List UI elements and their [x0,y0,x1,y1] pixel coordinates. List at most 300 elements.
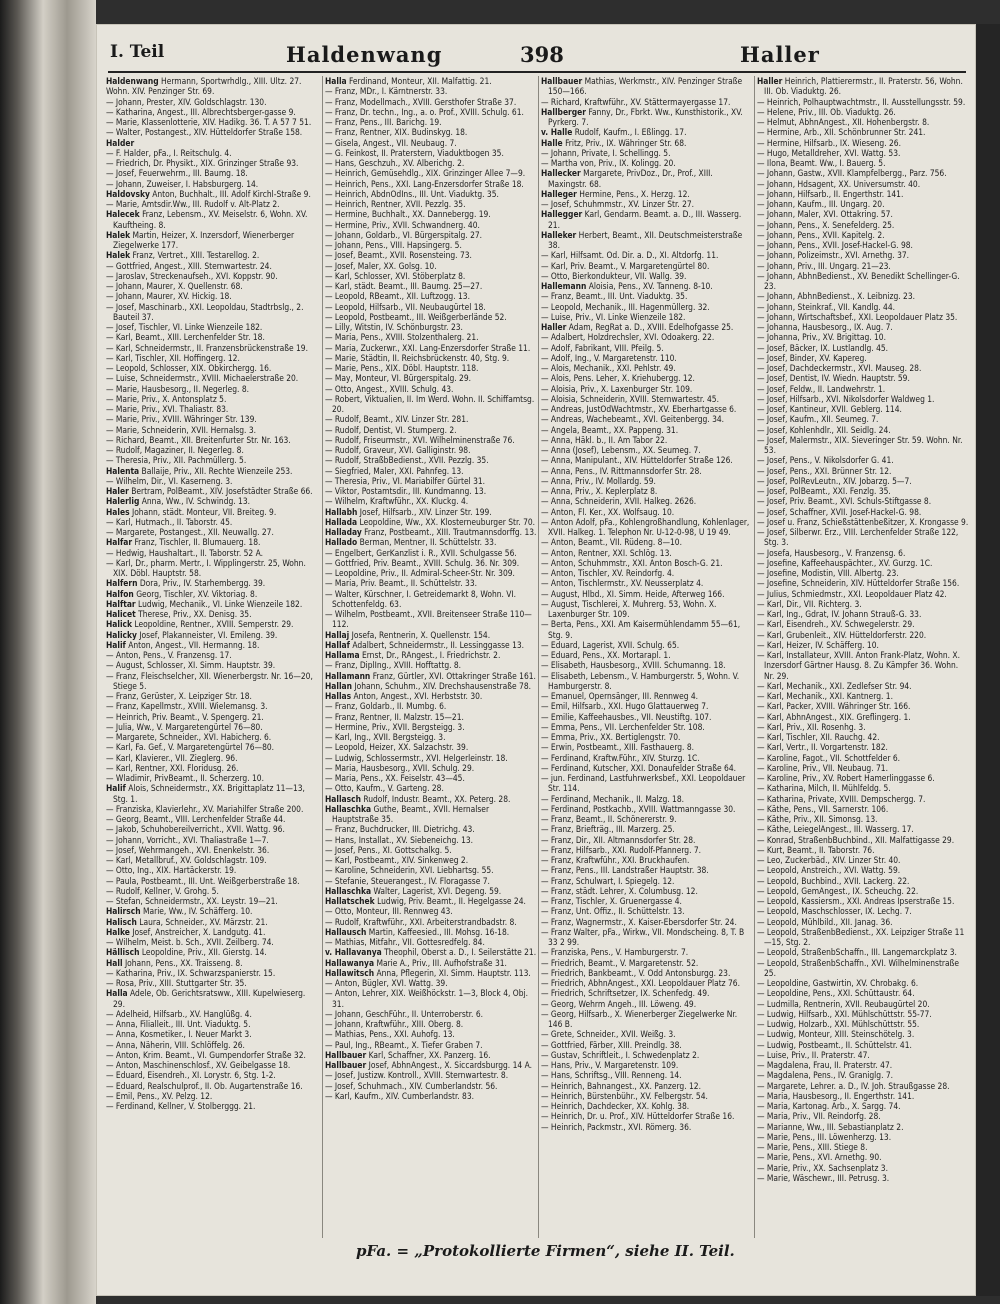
entry-text: Adele, Ob. Gerichtsratsww., XIII. Kupelwieserg. 29. [113,988,306,1009]
entry-text: Guthe, Beamt., XVII. Hernalser Hauptstraße 35. [332,803,490,824]
directory-entry [325,578,537,588]
entry-text: Franz, Gürtler, XVI. Ottakringer Straße 161. [370,670,536,681]
entry-text: — Franz, Dr. techn., Ing., a. o. Prof., XVIII. Schulg. 61. [325,106,524,117]
entry-text: — Leopold, Mühlbild., XII. Janag. 36. [757,916,893,927]
entry-text: — Karl, Kaufm., XIV. Cumberlandstr. 83. [325,1090,475,1101]
entry-text: — Eduard, Realschulprof., II. Ob. Augartenstraße 16. [106,1080,303,1091]
entry-surname: Halicet [106,609,136,619]
directory-entry [757,1070,968,1080]
directory-entry [106,168,318,178]
entry-text: — Wladimir, PrivBeamt., II. Scherzerg. 10. [106,773,264,783]
directory-entry [106,404,318,414]
entry-surname: Halif [106,783,126,794]
entry-text: — Josefine, Schneiderin, XIV. Hütteldorfer Straße 156. [757,578,960,589]
directory-entry [106,1029,318,1039]
directory-entry [325,609,537,630]
entry-text: — Konrad, StraßenbBuchbind., XII. Malfattigasse 29. [757,834,955,845]
entry-text: — Josefine, Modistin, VIII. Albertg. 23. [757,568,899,578]
entry-text: Ludwig, Mechanik., VI. Linke Wienzeile 182. [135,598,303,609]
directory-entry [106,548,318,558]
entry-text: — Hermine, Arb., XII. Schönbrunner Str. 241. [757,127,926,138]
entry-text: — Johann, GeschFühr., II. Unterroberstr. 6. [325,1008,484,1019]
entry-text: — Jaroslav, Streckenaufseh., XVI. Koppstr. 90. [106,270,278,281]
entry-surname: Hallecker [541,168,581,179]
entry-text: — Josefine, Kaffeehauspächter., XV. Gurzg. 1C. [757,557,933,568]
directory-entry [541,517,753,538]
directory-entry [325,835,537,845]
entry-text: — Siegfried, Maler, XXI. Pahnfeg. 13. [325,465,464,476]
entry-text: — Ferdinand, Kellner, V. Stolberggg. 21. [106,1101,256,1111]
directory-entry [325,732,537,742]
directory-entry [106,76,318,86]
entry-text: — Alois, Mechanik., XXI. Pehlstr. 49. [541,363,676,373]
entry-text: Hermine, Pens., X. Herzg. 12. [576,188,690,199]
entry-text: — Karl, Schlosser, XVI. Stöberplatz 8. [325,270,466,281]
directory-entry [106,937,318,947]
directory-entry [106,107,318,117]
directory-entry [106,1019,318,1029]
entry-text: — Julia, Ww., V. Margaretengürtel 76—80. [106,721,263,732]
entry-text: Marie, Ww., IV. Schäfferg. 10. [140,906,253,917]
entry-text: — Josef, Wehrmangeh., XVI. Enenkelstr. 36. [106,844,270,855]
entry-surname: Hallbauer [541,76,583,86]
entry-text: — Anna, Näherin, VIII. Schlöffelg. 26. [106,1039,245,1050]
entry-text: — Paula, Postbeamt., III. Unt. Weißgerberstraße 18. [106,875,300,886]
directory-entry [757,220,968,230]
entry-text: — Paul, Ing., RBeamt., X. Tiefer Graben 7. [325,1039,483,1050]
entry-text: — Theresia, Priv., VI. Mariabilfer Gürtel 31. [325,475,486,486]
entry-text: — Leopold, Buchbind., XVII. Lackerg. 22. [757,875,910,886]
directory-entry [325,179,537,189]
entry-text: — Georg, Wehrm Angeh., III. Löweng. 49. [541,998,697,1009]
directory-entry [106,773,318,783]
directory-entry [325,312,537,322]
entry-text: — Leopoldine, Pens., XXI. Schüttaustr. 64. [757,988,915,999]
directory-entry [106,343,318,353]
entry-text: — Karoline, Schneiderin, XVI. Liebhartsg. 55. [325,865,494,876]
entry-text: — Josef, Kaufm., XII. Seumeg. 7. [757,414,879,425]
entry-text: — Johann, Priv., III. Ungarg. 21—23. [757,260,891,271]
directory-entry [541,445,753,455]
entry-text: — Mathias, Mitfahr., VII. Gottesredfelg. 84. [325,937,485,947]
dark-scan-edge [976,24,1000,1296]
directory-entry [757,650,968,681]
entry-text: Rudolf, Kaufm., I. Eßlingg. 17. [572,127,687,138]
entry-surname: v. Hallavanya [325,947,382,958]
entry-text: — Emil, Hilfsarb., XXI. Hugo Glattauerweg 7. [541,701,709,712]
directory-entry [541,455,753,465]
entry-text: — Karl, Fa. Gef., V. Margaretengürtel 76—80. [106,742,275,753]
directory-entry [757,1040,968,1050]
directory-entry [325,117,537,127]
directory-entry [757,691,968,701]
entry-text: — Georg, Beamt., VIII. Lerchenfelder Straße 44. [106,814,286,824]
entry-text: — Karl, Priv., XII. Rosenhg. 3. [757,721,866,732]
entry-text: — Heinrich, AbdnOdIns., III. Unt. Viaduktg. 35. [325,188,499,199]
entry-text: — Emanuel, Opernsänger, III. Rennweg 4. [541,691,699,701]
entry-surname: Halirsch [106,906,141,917]
entry-text: — Anton, Tischler, XV. Reindorfg. 4. [541,568,675,578]
entry-text: — Ferdinand, Mechanik., II. Malzg. 18. [541,793,685,804]
directory-entry [757,466,968,476]
directory-entry [757,189,968,199]
entry-text: — Anna, Kosmetiker., I. Neuer Markt 3. [106,1029,252,1040]
entry-text: Johann, Pens., XX. Traisseng. 8. [122,957,243,968]
directory-entry [106,1060,318,1070]
directory-entry [757,435,968,456]
directory-entry [106,660,318,670]
directory-entry [106,353,318,363]
entry-text: — Hans, Geschzuh., XV. Alberichg. 2. [325,158,465,168]
page-footer-note: pFa. = „Protokollierte Firmen“, siehe II. Teil. [356,1242,735,1260]
entry-text: — Andreas, Wachebeamt., XVI. Geitenbergg. 34. [541,414,725,425]
entry-surname: Halleger [541,188,577,199]
directory-entry [757,1050,968,1060]
entry-text: — Karl, Vertr., II. Vorgartenstr. 182. [757,742,888,753]
entry-text: — Marianne, Ww., III. Sebastianplatz 2. [757,1121,904,1132]
entry-text: — Friedrich, AbhnAngest., XXI. Leopoldauer Platz 76. [541,978,740,988]
entry-text: — Anton, Rentner, XXI. Schlög. 13. [541,547,672,558]
directory-entry [106,281,318,291]
entry-text: — Rudolf, Friseurmstr., XVI. Wilhelminenstraße 76. [325,434,515,445]
directory-entry [106,527,318,537]
entry-text: — Josef, Bäcker, IX. Lustlandlg. 45. [757,342,889,353]
entry-text: — Ludwig, Postbeamt., II. Schüttelstr. 41. [757,1039,912,1050]
entry-text: — Magdalena, Frau, II. Praterstr. 47. [757,1060,893,1070]
directory-entry [325,742,537,752]
entry-text: — Anton, Bügler, XVI. Wattg. 39. [325,978,448,988]
entry-text: — Viktor, Postamtsdir., III. Kundmanng. 13. [325,486,487,496]
directory-entry [325,650,537,660]
directory-entry [757,794,968,804]
entry-text: — Karl, Dr., pharm. Mertr., I. Wipplingerstr. 25, Wohn. XIX. Döbl. Hauptstr. 58. [106,557,306,578]
directory-entry [325,394,537,415]
entry-text: — Johann, Wirtschaftsbef., XXI. Leopoldauer Platz 35. [757,311,958,322]
entry-text: — Anton, Tischlermstr., XV. Neusserplatz 4. [541,578,704,589]
entry-text: — Leopold, GemAngest., IX. Scheuchg. 22. [757,885,919,896]
entry-text: — Karl, Tischler, XII. Rauchg. 42. [757,732,880,742]
entry-surname: Hallausch [325,926,367,937]
directory-entry [106,209,318,230]
directory-entry [325,302,537,312]
entry-text: — Anton, Beamt., VII. Rüdeng. 8—10. [541,537,682,548]
directory-entry [541,773,753,794]
directory-entry [757,76,968,97]
entry-text: — Johann, Private, I. Schellingg. 5. [541,147,671,158]
directory-entry [757,548,968,558]
entry-text: — Leopold, Postbeamt., III. Weißgerberlände 52. [325,311,507,322]
entry-text: — Anna, Häkl. b., II. Am Tabor 22. [541,434,668,445]
directory-entry [325,1029,537,1039]
directory-entry [541,671,753,692]
entry-surname: Hallbauer [325,1060,367,1070]
directory-entry [541,855,753,865]
directory-entry [541,1009,753,1030]
directory-entry [106,701,318,711]
entry-surname: Hallasch [325,793,361,804]
directory-entry [325,486,537,496]
entry-text: — Anton, Lehrer, XIX. Weißhöckstr. 1—3, Block 4, Obj. 31. [325,988,528,1009]
directory-entry [757,517,968,527]
directory-entry [541,1081,753,1091]
right-running-head: Haller [740,42,820,67]
entry-text: — Karl, Ing., XVII. Bergsteigg. 3. [325,732,446,742]
entry-text: — Stefan, Schneidermstr., XX. Leystr. 19—21. [106,896,278,906]
directory-entry [106,127,318,137]
entry-text: — jun. Ferdinand, Lastfuhrwerksbef., XXI. Leopoldauer Str. 114. [541,773,746,794]
entry-surname: Hallaschka [325,803,372,814]
entry-text: — August, Schlosser, XI. Simm. Hauptstr. 39. [106,660,276,671]
entry-text: — Mathias, Pens., XXI. Auhofg. 13. [325,1029,455,1040]
entry-text: — Karl, Eisendreh., XV. Schwegelerstr. 29. [757,619,915,630]
directory-entry [325,1091,537,1101]
entry-text: Fritz, Priv., IX. Währinger Str. 68. [562,137,687,148]
entry-text: — Johann, Vorricht., XVI. Thaliastraße 1—7. [106,834,269,845]
directory-entry [541,1070,753,1080]
directory-entry [541,148,753,158]
entry-text: — Josef, Binder, XV. Kapereg. [757,352,867,363]
directory-entry [541,814,753,824]
directory-entry [757,455,968,465]
entry-text: — Anna, Pens., IV. Rittmannsdorfer Str. 28. [541,465,702,476]
entry-text: — Karl, Beamt., XIII. Lerchenfelder Str. 18. [106,332,265,343]
entry-text: — Anton, Pens., V. Franzensg. 17. [106,650,232,660]
entry-surname: Hällisch [106,947,140,958]
entry-surname: Haldovsky [106,188,150,199]
entry-text: — Josef, Malermstr., XIX. Sieveringer Str. 59. Wohn. Nr. 53. [757,434,963,455]
directory-entry [325,107,537,117]
directory-entry [106,578,318,588]
entry-text: — Josef, Feuerwehrm., III. Baumg. 18. [106,168,248,179]
entry-text: — Karl, Mechanik., XXI. Kantnerg. 1. [757,691,893,701]
column-1 [106,76,318,1238]
directory-entry [757,958,968,979]
directory-entry [541,138,753,148]
entry-text: — August, Hlbd., XI. Simm. Heide, Afterweg 166. [541,588,725,599]
directory-entry [541,589,753,599]
entry-text: — Franz, DiplIng., XVIII. Hofftattg. 8. [325,660,462,671]
entry-text: — Franz, Beamt., II. Schönererstr. 9. [541,814,677,824]
directory-entry [325,168,537,178]
entry-text: — Wilhelm, Postbeamt., XVII. Breitenseer Straße 110—112. [325,609,532,630]
directory-entry [106,958,318,968]
directory-entry [757,1163,968,1173]
directory-entry [541,496,753,506]
directory-entry [325,1060,537,1070]
directory-entry [325,681,537,691]
entry-text: — Marie, Pens., XIII. Stiege 8. [757,1142,868,1152]
directory-entry [106,732,318,742]
directory-entry [757,414,968,424]
directory-entry [541,199,753,209]
entry-text: — Karl, Metallbruf., XV. Goldschlagstr. 109. [106,855,267,865]
directory-entry [541,127,753,137]
entry-surname: Hallbauer [325,1049,367,1060]
directory-entry [106,824,318,834]
directory-entry [325,896,537,906]
entry-text: — Richard, Beamt., XII. Breitenfurter Str. Nr. 163. [106,434,291,445]
entry-text: — Karl, städt. Beamt., III. Baumg. 25—27. [325,281,483,291]
entry-text: — Johann, AbhnBedienst., XV. Benedikt Schellinger-G. 23. [757,270,960,291]
directory-entry [325,947,537,957]
directory-entry [106,619,318,629]
entry-text: — Magdalena, Pens., IV. Graniglg. 7. [757,1070,894,1081]
directory-entry [541,701,753,711]
entry-text: — Leopoldine, Priv., II. Admiral-Scheer-Str. Nr. 309. [325,568,515,578]
entry-text: — Luise, Priv., VI. Linke Wienzeile 182. [541,311,686,322]
directory-entry [106,199,318,209]
directory-entry [541,261,753,271]
entry-text: — Margarete, Postangest., XII. Neuwallg. 27. [106,527,274,537]
directory-entry [541,558,753,568]
directory-entry [757,568,968,578]
directory-entry [106,712,318,722]
directory-entry [325,445,537,455]
directory-entry [325,701,537,711]
entry-surname: Hallatschek [325,896,375,906]
entry-text: — Maria, Pens., XX. Feiselstr. 43—45. [325,773,465,783]
entry-text: Anton, Buchhalt., III. Adolf Kirchl-Straße 9. [149,188,311,199]
directory-entry [541,999,753,1009]
entry-text: — Wilhelm, Meist. b. Sch., XVII. Zeilberg. 74. [106,937,274,947]
directory-entry [541,865,753,875]
entry-text: — Heinrich, Priv. Beamt., V. Spengerg. 21. [106,711,264,722]
entry-text: — Karoline, Priv., XV. Robert Hamerlinggasse 6. [757,773,935,783]
entry-text: Hermann, Sportwrhdlg., XIII. Ultz. 27. [158,76,302,86]
entry-text: — Gottfried, Färber, XIII. Preindlg. 38. [541,1039,682,1050]
directory-entry [541,650,753,660]
entry-text: — Karl, Mechanik., XXI. Zedlefser Str. 94. [757,680,912,691]
directory-entry [106,496,318,506]
directory-entry [757,343,968,353]
entry-surname: Halfar [106,537,133,548]
entry-text: — Friedrich, Schriftsetzer, IX. Schenfedg. 49. [541,988,710,999]
entry-text: — Johann, Polizeimstr., XVI. Arnethg. 37. [757,250,910,261]
directory-entry [325,794,537,804]
directory-entry [541,1091,753,1101]
directory-entry [757,722,968,732]
entry-text: — Otto, Angest., XVIII. Schulg. 43. [325,383,454,394]
entry-text: — Emma, Priv., XX. Bertiglengstr. 70. [541,732,681,742]
entry-text: — Franz, Unt. Offiz., II. Schüttelstr. 13. [541,906,685,917]
directory-entry [541,322,753,332]
directory-entry [757,999,968,1009]
directory-entry [106,804,318,814]
directory-entry [325,455,537,465]
directory-entry [541,230,753,251]
directory-entry [757,250,968,260]
entry-surname: Halick [106,619,133,630]
entry-text: — Luise, Schneidermstr., XVIII. Michaelerstraße 20. [106,373,299,384]
entry-text: — Marie, Pens., XVI. Arnethg. 90. [757,1152,882,1163]
entry-text: — Helmut, AbhnAngest., XII. Hohenbergstr. 8. [757,117,930,127]
entry-text: — Elisabeth, Lebensm., V. Hamburgerstr. 5, Wohn. V. Hamburgerstr. 8. [541,670,740,691]
directory-entry [541,363,753,373]
entry-text: Franz, Postbeamt., XIII. Trautmannsdorffg. 13. [361,527,537,537]
entry-text: Josef, Plakanneister, VI. Emileng. 39. [136,629,278,640]
entry-text: — Ferdinand, Kraftw.Führ., XIV. Sturzg. 1C. [541,752,700,763]
entry-text: — Margarete, Schneider., XVI. Habicherg. 6. [106,732,272,742]
entry-text: — Elisabeth, Hausbesorg., XVIII. Schumanng. 18. [541,660,726,671]
entry-text: — Maria, Hausbesorg., XVII. Schulg. 29. [325,762,475,773]
directory-entry [541,835,753,845]
entry-surname: Hallaf [325,639,350,650]
directory-entry [757,814,968,824]
entry-text: — Johann, Pens., XVII. Kapitelg. 2. [757,229,885,240]
directory-entry [541,619,753,640]
entry-text: — Stefanie, Steuerangest., IV. Floragasse 7. [325,875,490,886]
entry-text: — Eduard, Lagerist, XVII. Schulg. 65. [541,639,680,650]
entry-text: — Franz, Kapellmstr., XVIII. Wielemansg. 3. [106,701,268,712]
directory-entry [757,1101,968,1111]
directory-entry [325,496,537,506]
directory-entry [541,896,753,906]
entry-text: — Johann, Pens., X. Senefelderg. 25. [757,219,895,230]
entry-surname: Hallberger [541,106,586,117]
directory-entry [757,609,968,619]
entry-text: — Wilhelm, Kraftwführ., XX. Kluckg. 4. [325,496,469,507]
entry-text: — Ludwig, Monteur, XIII. Steinschötelg. 3. [757,1029,915,1040]
entry-text: — Adolf, Ing., V. Margaretenstr. 110. [541,352,677,363]
directory-entry [106,1101,318,1111]
entry-text: — Leopoldine, Gastwirtin, XV. Chrobakg. 6. [757,978,919,988]
entry-text: Bertram, PolBeamt., XIV. Josefstädter Straße 66. [128,486,313,496]
directory-entry [757,589,968,599]
entry-surname: Hall [106,957,123,968]
directory-entry [106,250,318,260]
entry-text: Josef, AbhnAngest., X. Siccardsburgg. 14 A. [366,1060,532,1070]
directory-entry [325,660,537,670]
entry-text: Laura, Schneider., XV. Märzstr. 21. [136,916,268,927]
directory-entry [757,773,968,783]
entry-surname: Hallamann [325,670,371,681]
directory-entry [541,732,753,742]
entry-text: Johann, Schuhm., XIV. Drechshausenstraße 78. [352,680,532,691]
entry-text: — May, Monteur, VI. Bürgerspitalg. 29. [325,373,472,384]
directory-entry [757,322,968,332]
entry-text: Wohn. XIV. Penzinger Str. 69. [106,86,215,97]
entry-text: — Heinrich, Polhauptwachtmstr., II. Ausstellungsstr. 59. [757,96,966,107]
entry-surname: Hallawanya [325,957,375,968]
directory-entry [106,117,318,127]
directory-entry [757,1060,968,1070]
directory-entry [757,906,968,916]
directory-entry [757,732,968,742]
entry-text: — Anton, Schuhmmstr., XXI. Anton Bosch-G. 21. [541,557,723,568]
directory-entry [325,968,537,978]
directory-entry [541,76,753,97]
directory-entry [757,107,968,117]
entry-text: — Ludwig, Hilfsarb., XXI. Mühlschüttstr. 55-77. [757,1008,932,1019]
directory-entry [106,537,318,547]
directory-entry [757,179,968,189]
entry-text: — Gottfried, Angest., XIII. Sternwartestr. 24. [106,260,272,271]
entry-surname: Halder [106,137,135,148]
directory-entry [325,435,537,445]
directory-entry [325,148,537,158]
entry-text: — Käthe, LeiegelAngest., III. Wasserg. 17. [757,824,914,835]
directory-entry [541,537,753,547]
entry-text: — Anna (Josef), Lebensm., XX. Seumeg. 7. [541,445,701,455]
entry-text: — Josef, Kantineur, XVII. Geblerg. 114. [757,404,902,414]
directory-entry [325,630,537,640]
entry-text: — Josef, Pens., V. Nikolsdorfer G. 41. [757,455,894,466]
directory-entry [106,947,318,957]
entry-surname: Hallan [325,680,352,691]
entry-text: — Josef, Maler, XX. Golsg. 10. [325,260,437,271]
directory-entry [325,917,537,927]
directory-entry [325,876,537,886]
